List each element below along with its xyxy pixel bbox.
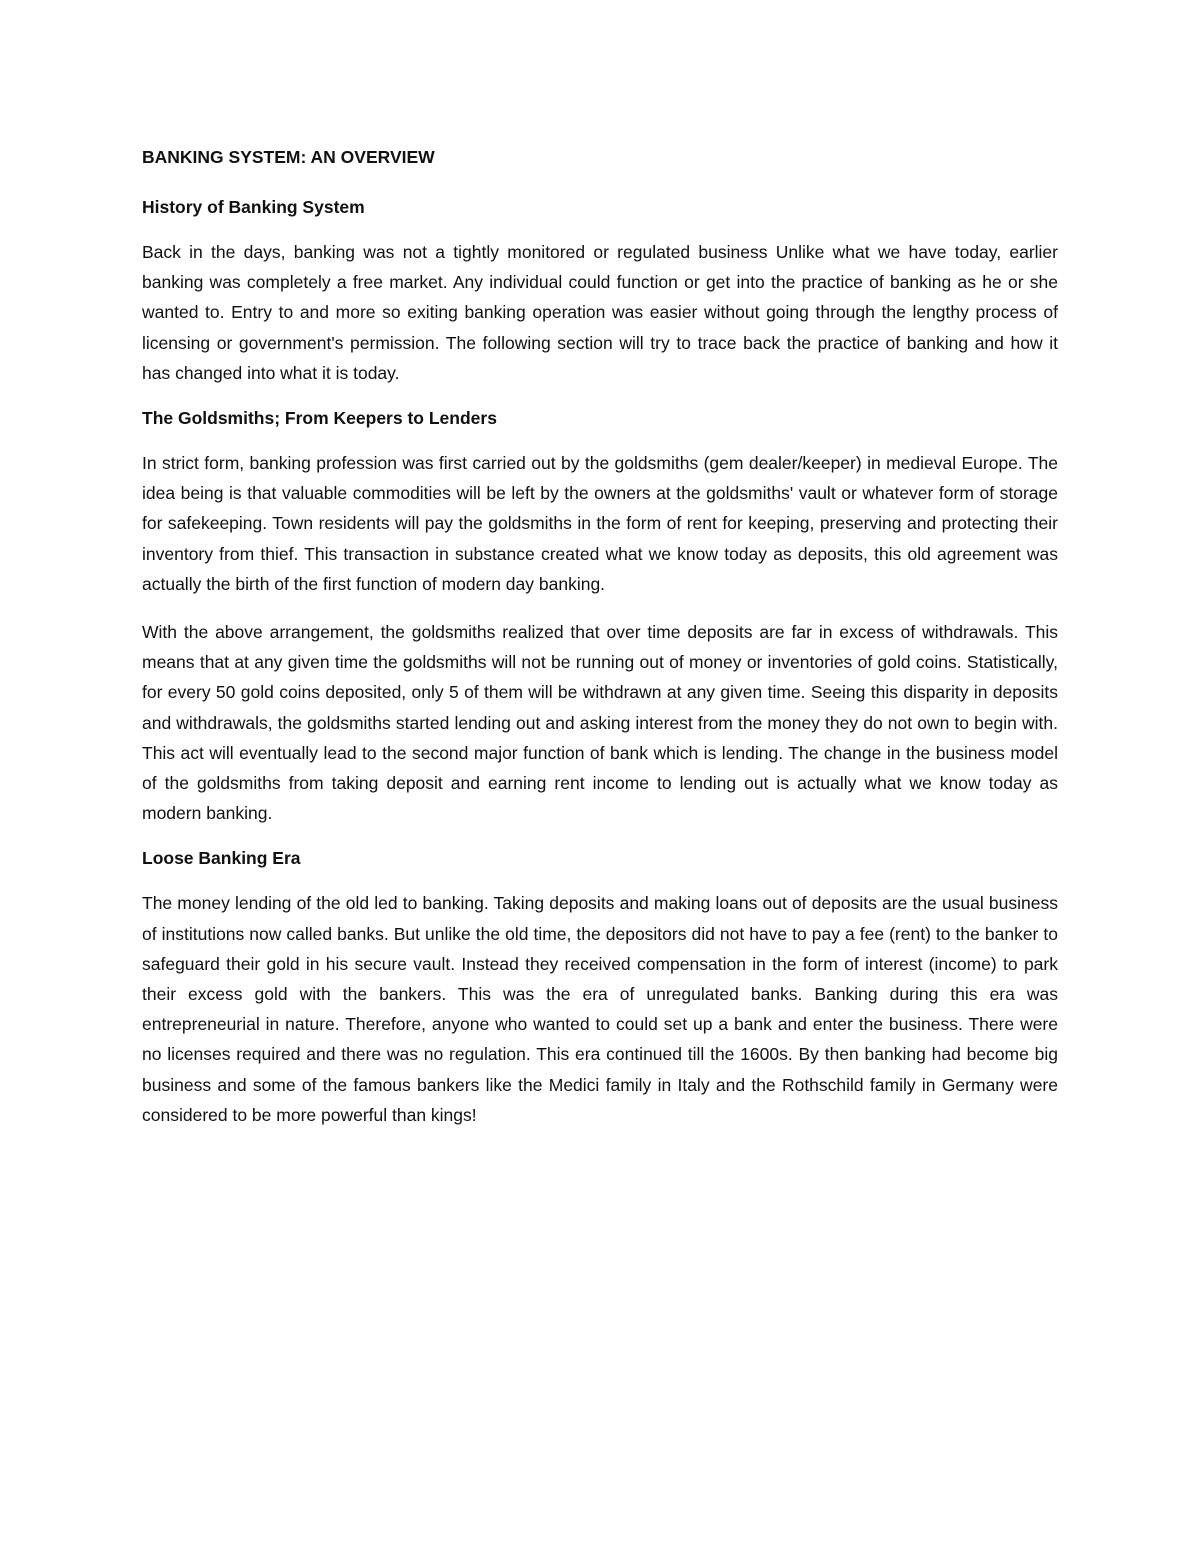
section-heading-loose-banking: Loose Banking Era bbox=[142, 848, 301, 869]
section-heading-goldsmiths: The Goldsmiths; From Keepers to Lenders bbox=[142, 408, 497, 429]
section-loose-banking bbox=[142, 846, 1058, 1130]
section-heading-history: History of Banking System bbox=[142, 197, 365, 217]
document-title: BANKING SYSTEM: AN OVERVIEW bbox=[142, 147, 435, 167]
paragraph-goldsmiths-2: With the above arrangement, the goldsmiths realized that over time deposits are far in excess of withdrawals. This means that at any given time the goldsmiths will not be running out of money or inventories of gold coins. Statistically, for every 50 gold coins deposited, only 5 of them will be withdrawn at any given time. Seeing this disparity in deposits and withdrawals, the goldsmiths started lending out and asking interest from the money they do not own to begin with. This act will eventually lead to the second major function of bank which is lending. The change in the business model of the goldsmiths from taking deposit and earning rent income to lending out is actually what we know today as modern banking. bbox=[142, 622, 1058, 824]
paragraph-history-1: Back in the days, banking was not a tightly monitored or regulated business Unlike what we have today, earlier banking was completely a free market. Any individual could function or get into the practice of banking as he or she wanted to. Entry to and more so exiting banking operation was easier without going through the lengthy process of licensing or government's permission. The following section will try to trace back the practice of banking and how it has changed into what it is today. bbox=[142, 242, 1058, 383]
paragraph-loose-banking-1: The money lending of the old led to banking. Taking deposits and making loans out of deposits are the usual business of institutions now called banks. But unlike the old time, the depositors did not have to pay a fee (rent) to the banker to safeguard their gold in his secure vault. Instead they received compensation in the form of interest (income) to park their excess gold with the bankers. This was the era of unregulated banks. Banking during this era was entrepreneurial in nature. Therefore, anyone who wanted to could set up a bank and enter the business. There were no licenses required and there was no regulation. This era continued till the 1600s. By then banking had become big business and some of the famous bankers like the Medici family in Italy and the Rothschild family in Germany were considered to be more powerful than kings! bbox=[142, 893, 1058, 1125]
section-goldsmiths bbox=[142, 406, 1058, 828]
document-body bbox=[142, 145, 1058, 1148]
section-history bbox=[142, 195, 1058, 388]
paragraph-goldsmiths-1: In strict form, banking profession was first carried out by the goldsmiths (gem dealer/keeper) in medieval Europe. The idea being is that valuable commodities will be left by the owners at the goldsmiths' vault or whatever form of storage for safekeeping. Town residents will pay the goldsmiths in the form of rent for keeping, preserving and protecting their inventory from thief. This transaction in substance created what we know today as deposits, this old agreement was actually the birth of the first function of modern day banking. bbox=[142, 453, 1058, 594]
